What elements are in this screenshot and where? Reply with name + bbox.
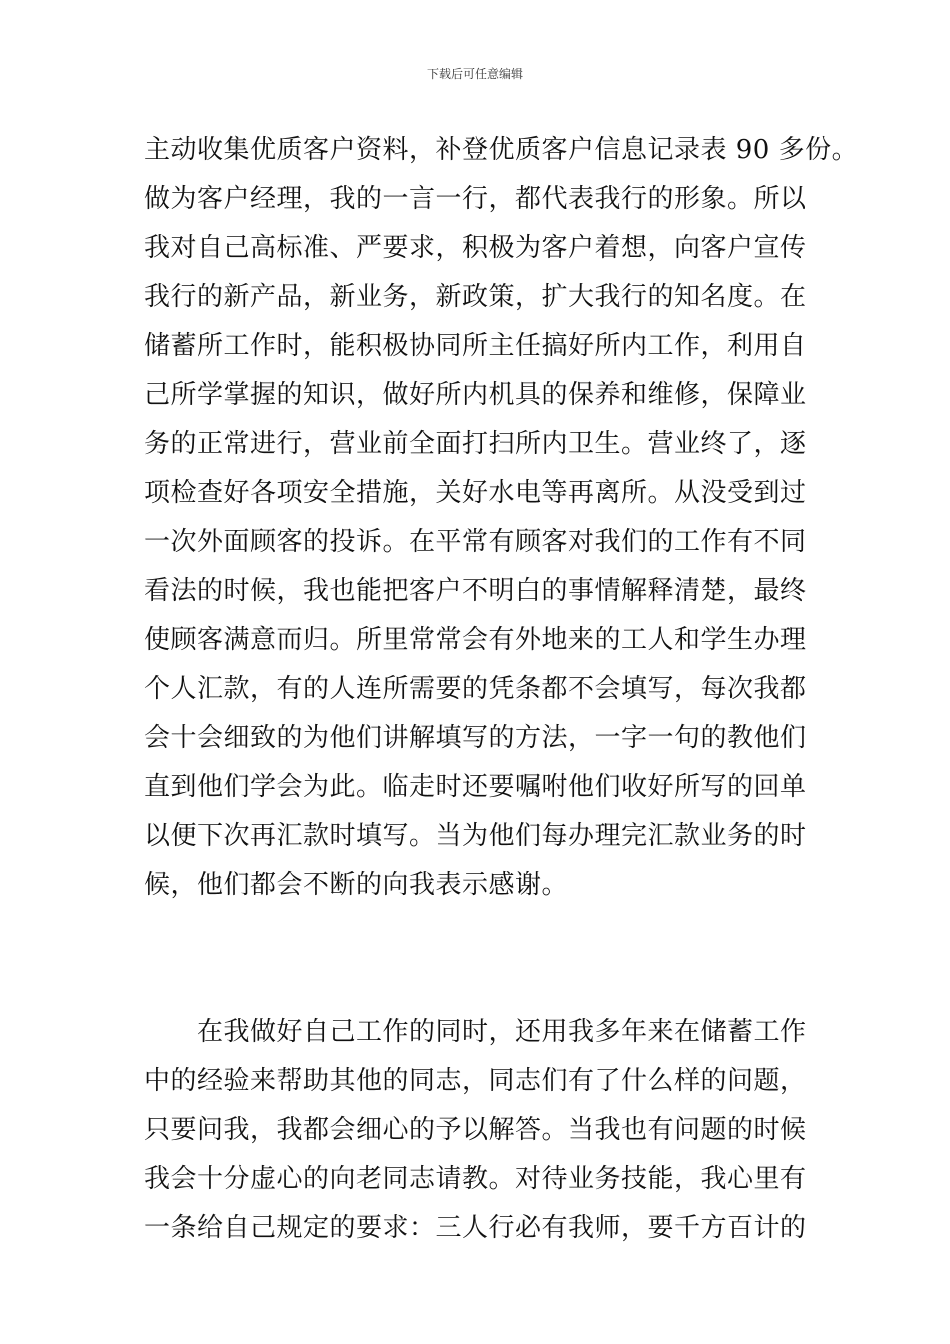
text-line: 一条给自己规定的要求：三人行必有我师，要千方百计的 [144,1213,807,1243]
text-line: 我行的新产品，新业务，新政策，扩大我行的知名度。在 [144,282,807,312]
text-line: 务的正常进行，营业前全面打扫所内卫生。营业终了，逐 [144,429,807,459]
text-line: 以便下次再汇款时填写。当为他们每办理完汇款业务的时 [144,821,807,851]
text-line: 项检查好各项安全措施，关好水电等再离所。从没受到过 [144,478,807,508]
text-line: 我对自己高标准、严要求，积极为客户着想，向客户宣传 [144,233,807,263]
page-header: 下载后可任意编辑 [426,67,523,81]
text-line: 只要问我，我都会细心的予以解答。当我也有问题的时候 [144,1115,807,1145]
text-line: 会十会细致的为他们讲解填写的方法，一字一句的教他们 [144,723,807,753]
text-line: 主动收集优质客户资料，补登优质客户信息记录表 90 多份。 [144,135,859,165]
text-line: 一次外面顾客的投诉。在平常有顾客对我们的工作有不同 [144,527,807,557]
text-line: 使顾客满意而归。所里常常会有外地来的工人和学生办理 [144,625,807,655]
paragraph-spacer [144,910,844,1008]
text-line: 我会十分虚心的向老同志请教。对待业务技能，我心里有 [144,1164,807,1194]
text-line: 候，他们都会不断的向我表示感谢。 [144,870,569,900]
text-line: 看法的时候，我也能把客户不明白的事情解释清楚，最终 [144,576,807,606]
text-line: 己所学掌握的知识，做好所内机具的保养和维修，保障业 [144,380,807,410]
paragraph-2 [144,1008,844,1253]
text-line: 个人汇款，有的人连所需要的凭条都不会填写，每次我都 [144,674,807,704]
text-line: 中的经验来帮助其他的同志，同志们有了什么样的问题， [144,1066,807,1096]
text-line: 做为客户经理，我的一言一行，都代表我行的形象。所以 [144,184,807,214]
text-line: 在我做好自己工作的同时，还用我多年来在储蓄工作 [144,1017,807,1047]
text-line: 储蓄所工作时，能积极协同所主任搞好所内工作，利用自 [144,331,807,361]
text-line: 直到他们学会为此。临走时还要嘱咐他们收好所写的回单 [144,772,807,802]
document-body [144,126,859,1253]
paragraph-1 [144,126,859,910]
